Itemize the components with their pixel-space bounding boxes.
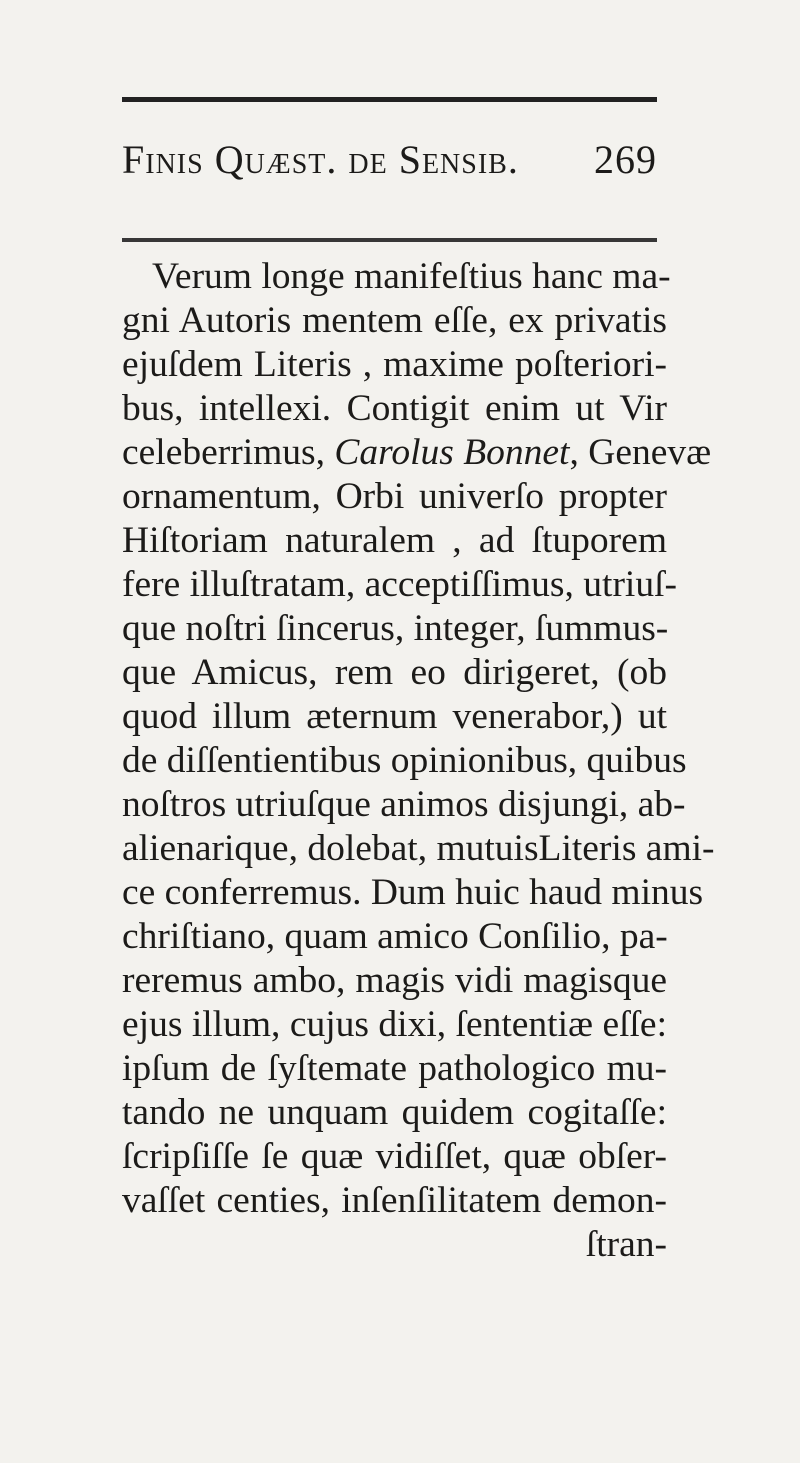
text-line-start: celeberrimus, <box>122 432 335 473</box>
text-line: vaſſet centies, inſenſilitatem demon- <box>122 1180 667 1221</box>
text-line: fere illuſtratam, acceptiſſimus, utriuſ- <box>122 564 678 605</box>
text-line: reremus ambo, magis vidi magisque <box>122 960 667 1001</box>
text-line: que Amicus, rem eo dirigeret, (ob <box>122 652 667 693</box>
running-head-title: Finis Quæst. de Sensib. <box>122 137 519 182</box>
text-line: ejuſdem Literis , maxime poſteriori- <box>122 344 667 385</box>
body-text <box>122 255 715 1267</box>
text-line: Verum longe manifeſtius hanc ma- <box>152 256 671 297</box>
text-line-end: , Genevæ <box>569 432 712 473</box>
text-line: bus, intellexi. Contigit enim ut Vir <box>122 388 667 429</box>
text-line: quod illum æternum venerabor,) ut <box>122 696 667 737</box>
page-number: 269 <box>594 137 657 182</box>
text-line <box>122 431 712 475</box>
catchword: ſtran- <box>585 1224 667 1265</box>
header-bottom-rule <box>122 238 657 242</box>
text-line: de diſſentientibus opinionibus, quibus <box>122 740 687 781</box>
text-line: ſcripſiſſe ſe quæ vidiſſet, quæ obſer- <box>122 1136 667 1177</box>
text-line: ejus illum, cujus dixi, ſententiæ eſſe: <box>122 1004 667 1045</box>
running-head <box>122 130 657 190</box>
text-line: tando ne unquam quidem cogitaſſe: <box>122 1092 667 1133</box>
header-top-rule <box>122 97 657 102</box>
text-line: noſtros utriuſque animos disjungi, ab- <box>122 784 686 825</box>
text-line: alienarique, dolebat, mutuisLiteris ami- <box>122 828 715 869</box>
text-line: Hiſtoriam naturalem , ad ſtuporem <box>122 520 667 561</box>
text-line: gni Autoris mentem eſſe, ex privatis <box>122 300 667 341</box>
text-line: ornamentum, Orbi univerſo propter <box>122 476 667 517</box>
person-name: Carolus Bonnet <box>334 432 570 473</box>
text-line: chriſtiano, quam amico Conſilio, pa- <box>122 916 668 957</box>
text-line: que noſtri ſincerus, integer, ſummus- <box>122 608 669 649</box>
text-line: ipſum de ſyſtemate pathologico mu- <box>122 1048 667 1089</box>
text-line: ce conferremus. Dum huic haud minus <box>122 872 704 913</box>
